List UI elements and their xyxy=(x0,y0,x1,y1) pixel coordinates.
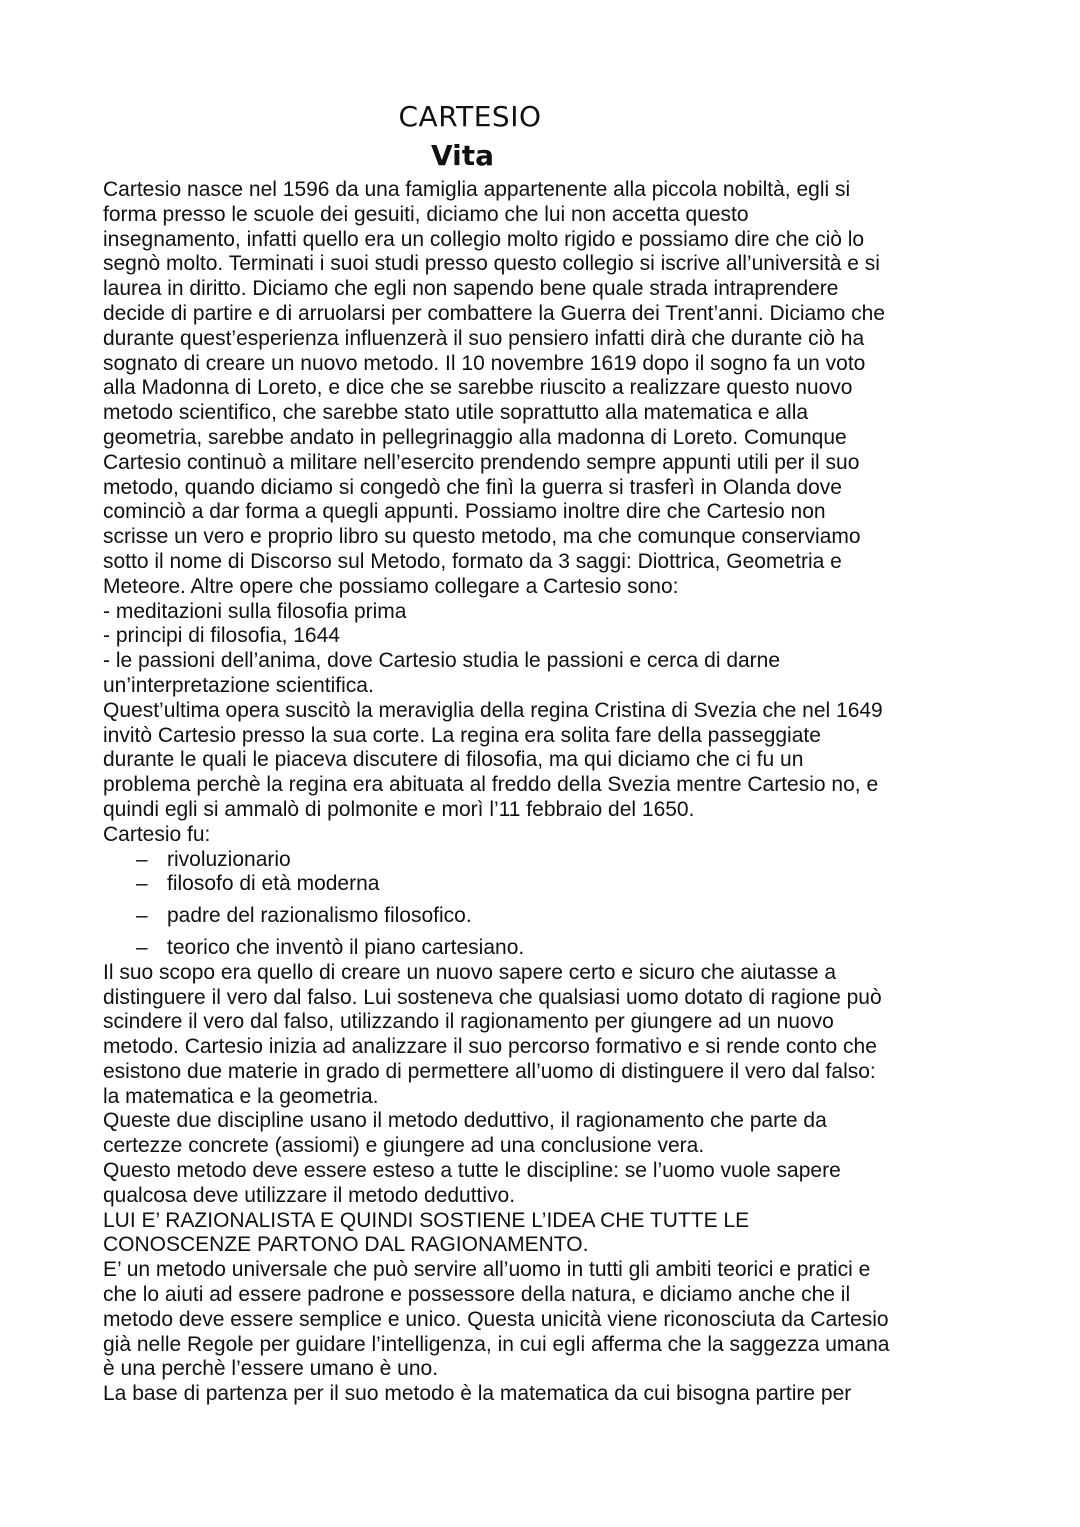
text-line: metodo. Cartesio inizia ad analizzare il suo percorso formativo e si rende conto che xyxy=(103,1035,877,1059)
qualities-list xyxy=(103,848,933,961)
text-line: scrisse un vero e proprio libro su questo metodo, ma che comunque conserviamo xyxy=(103,525,861,549)
text-line: geometria, sarebbe andato in pellegrinaggio alla madonna di Loreto. Comunque xyxy=(103,425,847,449)
text-line: alla Madonna di Loreto, e dice che se sarebbe riuscito a realizzare questo nuovo xyxy=(103,376,853,400)
paragraph-block-b xyxy=(103,961,933,1407)
text-line: sotto il nome di Discorso sul Metodo, formato da 3 saggi: Diottrica, Geometria e xyxy=(103,549,842,573)
text-line: Meteore. Altre opere che possiamo collegare a Cartesio sono: xyxy=(103,574,679,598)
text-line: Il suo scopo era quello di creare un nuovo sapere certo e sicuro che aiutasse a xyxy=(103,960,837,984)
text-line: - le passioni dell’anima, dove Cartesio studia le passioni e cerca di darne xyxy=(103,649,781,673)
list-item-text: teorico che inventò il piano cartesiano. xyxy=(167,935,525,959)
list-dash: – xyxy=(136,904,148,928)
text-line: decide di partire e di arruolarsi per combattere la Guerra dei Trent’anni. Diciamo che xyxy=(103,301,886,325)
list-item-text: filosofo di età moderna xyxy=(167,872,380,896)
text-line: distinguere il vero dal falso. Lui sosteneva che qualsiasi uomo dotato di ragione può xyxy=(103,985,882,1009)
text-line: qualcosa deve utilizzare il metodo deduttivo. xyxy=(103,1183,516,1207)
text-line: metodo scientifico, che sarebbe stato utile soprattutto alla matematica e alla xyxy=(103,401,809,425)
list-item xyxy=(103,936,933,961)
list-item-text: padre del razionalismo filosofico. xyxy=(167,904,472,928)
text-line: durante quest’esperienza influenzerà il suo pensiero infatti dirà che durante ciò ha xyxy=(103,326,865,350)
text-line: la matematica e la geometria. xyxy=(103,1084,379,1108)
text-line: - meditazioni sulla filosofia prima xyxy=(103,599,407,623)
text-line: Cartesio nasce nel 1596 da una famiglia appartenente alla piccola nobiltà, egli si xyxy=(103,178,851,201)
text-line: problema perchè la regina era abituata al freddo della Svezia mentre Cartesio no, e xyxy=(103,773,879,797)
text-line: LUI E’ RAZIONALISTA E QUINDI SOSTIENE L’IDEA CHE TUTTE LE xyxy=(103,1208,750,1232)
list-item xyxy=(103,848,933,873)
text-line: E’ un metodo universale che può servire all’uomo in tutti gli ambiti teorici e pratici e xyxy=(103,1258,871,1282)
paragraph-block-a xyxy=(103,178,933,848)
text-line: Queste due discipline usano il metodo deduttivo, il ragionamento che parte da xyxy=(103,1109,827,1133)
text-line: certezze concrete (assiomi) e giungere ad una conclusione vera. xyxy=(103,1134,705,1158)
text-line: metodo deve essere semplice e unico. Questa unicità viene riconosciuta da Cartesio xyxy=(103,1307,889,1331)
text-line: Quest’ultima opera suscitò la meraviglia della regina Cristina di Svezia che nel 1649 xyxy=(103,698,883,722)
text-line: insegnamento, infatti quello era un collegio molto rigido e possiamo dire che ciò lo xyxy=(103,227,865,251)
list-dash: – xyxy=(136,935,148,959)
text-line: Cartesio fu: xyxy=(103,822,211,846)
text-line: durante le quali le piaceva discutere di filosofia, ma qui diciamo che ci fu un xyxy=(103,748,804,772)
text-line: La base di partenza per il suo metodo è la matematica da cui bisogna partire per xyxy=(103,1382,852,1406)
list-item xyxy=(103,872,933,897)
text-line: laurea in diritto. Diciamo che egli non sapendo bene quale strada intraprendere xyxy=(103,277,839,301)
text-line: esistono due materie in grado di permettere all’uomo di distinguere il vero dal falso: xyxy=(103,1059,876,1083)
text-line: cominciò a dar forma a quegli appunti. Possiamo inoltre dire che Cartesio non xyxy=(103,500,826,524)
text-line: un’interpretazione scientifica. xyxy=(103,673,374,697)
text-line: sognato di creare un nuovo metodo. Il 10 novembre 1619 dopo il sogno fa un voto xyxy=(103,351,866,375)
text-line: quindi egli si ammalò di polmonite e morì l’11 febbraio del 1650. xyxy=(103,797,695,821)
list-dash: – xyxy=(136,872,148,896)
text-line: è una perchè l’essere umano è uno. xyxy=(103,1357,439,1381)
text-line: già nelle Regole per guidare l’intelligenza, in cui egli afferma che la saggezza umana xyxy=(103,1332,890,1356)
section-subtitle: Vita xyxy=(430,139,494,172)
text-line: invitò Cartesio presso la sua corte. La regina era solita fare della passeggiate xyxy=(103,723,821,747)
text-line: CONOSCENZE PARTONO DAL RAGIONAMENTO. xyxy=(103,1233,589,1257)
text-line: Questo metodo deve essere esteso a tutte le discipline: se l’uomo vuole sapere xyxy=(103,1159,841,1183)
text-line: Cartesio continuò a militare nell’esercito prendendo sempre appunti utili per il suo xyxy=(103,450,860,474)
list-item-text: rivoluzionario xyxy=(167,847,291,871)
text-line: scindere il vero dal falso, utilizzando il ragionamento per giungere ad un nuovo xyxy=(103,1010,834,1034)
page-title: CARTESIO xyxy=(398,100,542,133)
text-line: segnò molto. Terminati i suoi studi presso questo collegio si iscrive all’università e si xyxy=(103,252,880,276)
list-dash: – xyxy=(136,847,148,871)
text-line: che lo aiuti ad essere padrone e possessore della natura, e diciamo anche che il xyxy=(103,1283,851,1307)
text-line: - principi di filosofia, 1644 xyxy=(103,624,340,648)
text-line: forma presso le scuole dei gesuiti, diciamo che lui non accetta questo xyxy=(103,202,749,226)
text-line: metodo, quando diciamo si congedò che finì la guerra si trasferì in Olanda dove xyxy=(103,475,842,499)
body-text xyxy=(103,178,933,1407)
list-item xyxy=(103,904,933,929)
